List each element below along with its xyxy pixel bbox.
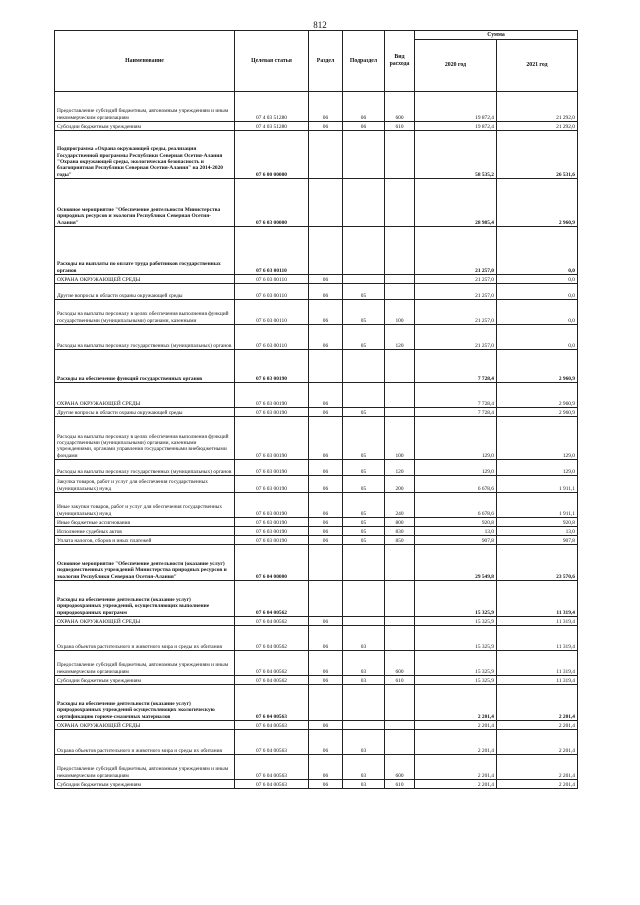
row-sum-2020: 2 201,4 [415, 755, 497, 780]
row-sum-2021: 0,0 [497, 300, 578, 325]
row-section: 06 [309, 122, 343, 131]
table-row [55, 284, 578, 300]
table-row [55, 476, 578, 493]
row-name: Другие вопросы в области охраны окружающей среды [55, 284, 235, 300]
row-sum-2020: 15 325,9 [415, 676, 497, 685]
row-target-article: 07 6 03 00000 [235, 179, 309, 227]
row-section [309, 350, 343, 383]
row-sum-2021: 2 960,9 [497, 179, 578, 227]
row-target-article: 07 6 00 00000 [235, 131, 309, 179]
header-year-2020: 2020 год [415, 40, 497, 92]
row-target-article: 07 6 04 00562 [235, 617, 309, 626]
table-row [55, 493, 578, 518]
row-section: 06 [309, 676, 343, 685]
row-sum-2021: 2 201,4 [497, 721, 578, 730]
row-target-article: 07 6 03 00190 [235, 417, 309, 460]
row-sum-2021: 2 201,4 [497, 730, 578, 755]
row-subsection [343, 350, 385, 383]
row-target-article: 07 6 03 00110 [235, 275, 309, 284]
row-sum-2020: 21 257,0 [415, 325, 497, 350]
row-sum-2021: 13,0 [497, 527, 578, 536]
row-subsection: 05 [343, 300, 385, 325]
row-name: Расходы на выплаты персоналу в целях обеспечения выполнения функций государственными (муниципальными) органами, казенными учреждениями, органами управления государственными внебюджетными фондами [55, 417, 235, 460]
row-sum-2021: 2 960,9 [497, 383, 578, 408]
row-sum-2021: 0,0 [497, 284, 578, 300]
row-target-article: 07 6 03 00190 [235, 536, 309, 545]
row-subsection: 06 [343, 122, 385, 131]
row-section: 06 [309, 476, 343, 493]
row-target-article: 07 6 04 00562 [235, 626, 309, 651]
row-name: Иные бюджетные ассигнования [55, 518, 235, 527]
row-section: 06 [309, 284, 343, 300]
header-name: Наименование [55, 31, 235, 92]
row-expense-type [385, 730, 415, 755]
row-sum-2021: 11 319,4 [497, 676, 578, 685]
table-row [55, 721, 578, 730]
row-sum-2020: 29 549,8 [415, 545, 497, 581]
table-row [55, 581, 578, 617]
row-sum-2020: 6 678,6 [415, 476, 497, 493]
row-sum-2021: 2 201,4 [497, 755, 578, 780]
row-sum-2020: 21 257,0 [415, 284, 497, 300]
table-row [55, 755, 578, 780]
table-row [55, 518, 578, 527]
row-expense-type: 600 [385, 92, 415, 122]
row-sum-2021: 2 960,9 [497, 350, 578, 383]
row-sum-2021: 129,0 [497, 417, 578, 460]
row-section: 06 [309, 325, 343, 350]
table-row [55, 122, 578, 131]
row-name: Другие вопросы в области охраны окружающей среды [55, 408, 235, 417]
row-section: 06 [309, 721, 343, 730]
row-sum-2020: 129,0 [415, 417, 497, 460]
row-expense-type [385, 626, 415, 651]
row-target-article: 07 6 04 00563 [235, 685, 309, 721]
row-section: 06 [309, 780, 343, 789]
row-section: 06 [309, 92, 343, 122]
row-expense-type [385, 284, 415, 300]
row-section: 06 [309, 730, 343, 755]
table-row [55, 460, 578, 476]
row-section: 06 [309, 493, 343, 518]
row-name: Закупка товаров, работ и услуг для обеспечения государственных (муниципальных) нужд [55, 476, 235, 493]
row-subsection: 05 [343, 408, 385, 417]
table-row [55, 383, 578, 408]
row-name: Расходы на выплаты по оплате труда работников государственных органов [55, 227, 235, 275]
row-section [309, 685, 343, 721]
row-target-article: 07 6 04 00563 [235, 780, 309, 789]
row-sum-2021: 907,8 [497, 536, 578, 545]
row-subsection: 05 [343, 325, 385, 350]
row-sum-2020: 15 325,9 [415, 651, 497, 676]
row-name: Исполнение судебных актов [55, 527, 235, 536]
row-expense-type: 850 [385, 536, 415, 545]
row-expense-type: 800 [385, 518, 415, 527]
row-name: Расходы на выплаты персоналу государственных (муниципальных) органов [55, 325, 235, 350]
row-section: 06 [309, 383, 343, 408]
row-sum-2021: 23 570,6 [497, 545, 578, 581]
table-row [55, 408, 578, 417]
row-sum-2021: 2 960,9 [497, 408, 578, 417]
row-sum-2020: 21 257,0 [415, 275, 497, 284]
table-row [55, 651, 578, 676]
row-sum-2020: 7 728,4 [415, 383, 497, 408]
budget-table [54, 30, 578, 789]
table-row [55, 92, 578, 122]
row-sum-2020: 920,8 [415, 518, 497, 527]
row-name: Расходы на обеспечение функций государственных органов [55, 350, 235, 383]
row-sum-2021: 11 319,4 [497, 581, 578, 617]
row-sum-2020: 19 872,4 [415, 92, 497, 122]
row-subsection: 05 [343, 527, 385, 536]
row-name: Субсидии бюджетным учреждениям [55, 676, 235, 685]
row-name: Охрана объектов растительного и животного мира и среды их обитания [55, 626, 235, 651]
row-section: 06 [309, 300, 343, 325]
row-target-article: 07 6 03 00190 [235, 518, 309, 527]
row-name: ОХРАНА ОКРУЖАЮЩЕЙ СРЕДЫ [55, 275, 235, 284]
row-sum-2021: 1 911,1 [497, 476, 578, 493]
table-row [55, 131, 578, 179]
row-expense-type: 100 [385, 417, 415, 460]
row-target-article: 07 4 03 51280 [235, 92, 309, 122]
row-sum-2020: 28 985,4 [415, 179, 497, 227]
row-expense-type [385, 581, 415, 617]
row-subsection [343, 227, 385, 275]
table-row [55, 617, 578, 626]
row-section: 06 [309, 417, 343, 460]
row-target-article: 07 6 03 00190 [235, 460, 309, 476]
row-subsection: 05 [343, 518, 385, 527]
row-subsection [343, 721, 385, 730]
row-sum-2021: 11 319,4 [497, 626, 578, 651]
row-sum-2020: 19 872,4 [415, 122, 497, 131]
row-subsection: 03 [343, 730, 385, 755]
row-section: 06 [309, 626, 343, 651]
row-target-article: 07 6 04 00000 [235, 545, 309, 581]
row-subsection: 03 [343, 755, 385, 780]
row-name: ОХРАНА ОКРУЖАЮЩЕЙ СРЕДЫ [55, 721, 235, 730]
row-sum-2020: 2 201,4 [415, 721, 497, 730]
row-subsection: 05 [343, 284, 385, 300]
row-subsection: 05 [343, 460, 385, 476]
row-sum-2020: 13,0 [415, 527, 497, 536]
row-subsection [343, 617, 385, 626]
row-sum-2021: 129,0 [497, 460, 578, 476]
row-sum-2021: 0,0 [497, 227, 578, 275]
table-row [55, 179, 578, 227]
header-section: Раздел [309, 31, 343, 92]
row-expense-type [385, 408, 415, 417]
row-name: Расходы на выплаты персоналу государственных (муниципальных) органов [55, 460, 235, 476]
row-name: ОХРАНА ОКРУЖАЮЩЕЙ СРЕДЫ [55, 383, 235, 408]
row-section [309, 131, 343, 179]
table-row [55, 227, 578, 275]
row-sum-2021: 11 319,4 [497, 617, 578, 626]
row-sum-2021: 0,0 [497, 275, 578, 284]
row-target-article: 07 6 03 00110 [235, 325, 309, 350]
row-subsection: 05 [343, 417, 385, 460]
row-sum-2021: 2 201,4 [497, 780, 578, 789]
row-section [309, 545, 343, 581]
row-expense-type [385, 721, 415, 730]
row-sum-2021: 21 292,0 [497, 122, 578, 131]
row-target-article: 07 6 04 00562 [235, 651, 309, 676]
row-section: 06 [309, 651, 343, 676]
row-sum-2020: 2 201,4 [415, 780, 497, 789]
row-section [309, 227, 343, 275]
row-name: Иные закупки товаров, работ и услуг для обеспечения государственных (муниципальных) нужд [55, 493, 235, 518]
row-target-article: 07 6 03 00190 [235, 408, 309, 417]
row-target-article: 07 6 03 00190 [235, 476, 309, 493]
row-subsection [343, 275, 385, 284]
row-section: 06 [309, 460, 343, 476]
row-sum-2020: 129,0 [415, 460, 497, 476]
row-subsection: 05 [343, 493, 385, 518]
row-name: Субсидии бюджетным учреждениям [55, 122, 235, 131]
row-subsection: 03 [343, 626, 385, 651]
row-expense-type [385, 617, 415, 626]
row-expense-type [385, 350, 415, 383]
row-sum-2020: 15 325,9 [415, 617, 497, 626]
row-subsection [343, 581, 385, 617]
row-section: 06 [309, 617, 343, 626]
row-expense-type: 120 [385, 325, 415, 350]
row-name: Расходы на выплаты персоналу в целях обеспечения выполнения функций государственными (муниципальными) органами, казенными [55, 300, 235, 325]
row-target-article: 07 6 03 00190 [235, 527, 309, 536]
row-target-article: 07 4 03 51280 [235, 122, 309, 131]
table-row [55, 536, 578, 545]
row-sum-2020: 907,8 [415, 536, 497, 545]
table-row [55, 545, 578, 581]
row-name: Расходы на обеспечение деятельности (оказание услуг) природоохранных учреждений осуществляющих экологическую сертификацию горюче-смазочных материалов [55, 685, 235, 721]
row-name: Охрана объектов растительного и животного мира и среды их обитания [55, 730, 235, 755]
table-row [55, 275, 578, 284]
row-section: 06 [309, 518, 343, 527]
row-sum-2020: 58 535,2 [415, 131, 497, 179]
table-row [55, 325, 578, 350]
row-section: 06 [309, 275, 343, 284]
row-section: 06 [309, 408, 343, 417]
row-sum-2021: 21 292,0 [497, 92, 578, 122]
row-subsection [343, 685, 385, 721]
row-target-article: 07 6 03 00110 [235, 284, 309, 300]
row-subsection: 03 [343, 780, 385, 789]
row-name: Предоставление субсидий бюджетным, автономным учреждениям и иным некоммерческим организациям [55, 755, 235, 780]
row-name: ОХРАНА ОКРУЖАЮЩЕЙ СРЕДЫ [55, 617, 235, 626]
row-expense-type [385, 179, 415, 227]
row-sum-2021: 11 319,4 [497, 651, 578, 676]
header-target-article: Целевая статья [235, 31, 309, 92]
header-expense-type: Вид расхода [385, 31, 415, 92]
row-section: 06 [309, 755, 343, 780]
row-target-article: 07 6 03 00110 [235, 227, 309, 275]
table-row [55, 730, 578, 755]
row-target-article: 07 6 03 00190 [235, 383, 309, 408]
row-target-article: 07 6 04 00563 [235, 721, 309, 730]
row-name: Расходы на обеспечение деятельности (оказание услуг) природоохранных учреждений, осуществляющих выполнение природоохранных программ [55, 581, 235, 617]
row-expense-type [385, 383, 415, 408]
row-subsection: 05 [343, 536, 385, 545]
table-row [55, 626, 578, 651]
row-sum-2021: 2 201,4 [497, 685, 578, 721]
row-expense-type: 610 [385, 780, 415, 789]
row-target-article: 07 6 03 00110 [235, 300, 309, 325]
row-subsection [343, 545, 385, 581]
row-expense-type: 240 [385, 493, 415, 518]
row-section: 06 [309, 527, 343, 536]
row-expense-type: 100 [385, 300, 415, 325]
row-expense-type [385, 227, 415, 275]
row-target-article: 07 6 03 00190 [235, 350, 309, 383]
page-number: 812 [313, 20, 327, 30]
row-target-article: 07 6 03 00190 [235, 493, 309, 518]
row-sum-2020: 2 201,4 [415, 730, 497, 755]
table-row [55, 350, 578, 383]
row-sum-2020: 2 201,4 [415, 685, 497, 721]
row-name: Предоставление субсидий бюджетным, автономным учреждениям и иным некоммерческим организациям [55, 92, 235, 122]
row-expense-type: 200 [385, 476, 415, 493]
row-sum-2020: 21 257,0 [415, 227, 497, 275]
table-body [55, 92, 578, 789]
row-expense-type: 600 [385, 651, 415, 676]
row-sum-2020: 15 325,9 [415, 581, 497, 617]
row-target-article: 07 6 04 00562 [235, 676, 309, 685]
row-target-article: 07 6 04 00562 [235, 581, 309, 617]
row-section [309, 581, 343, 617]
row-sum-2020: 7 728,4 [415, 408, 497, 417]
row-subsection [343, 179, 385, 227]
row-subsection: 05 [343, 476, 385, 493]
row-expense-type [385, 685, 415, 721]
row-name: Субсидии бюджетным учреждениям [55, 780, 235, 789]
table-row [55, 780, 578, 789]
row-sum-2020: 15 325,9 [415, 626, 497, 651]
row-name: Основное мероприятие "Обеспечение деятельности Министерства природных ресурсов и экологии Республики Северная Осетия-Алания" [55, 179, 235, 227]
row-sum-2020: 7 728,4 [415, 350, 497, 383]
row-target-article: 07 6 04 00563 [235, 730, 309, 755]
header-subsection: Подраздел [343, 31, 385, 92]
row-expense-type: 600 [385, 755, 415, 780]
row-expense-type [385, 545, 415, 581]
table-row [55, 676, 578, 685]
row-sum-2021: 920,8 [497, 518, 578, 527]
row-expense-type: 610 [385, 676, 415, 685]
row-subsection: 03 [343, 676, 385, 685]
row-section [309, 179, 343, 227]
row-name: Подпрограмма «Охрана окружающей среды, реализация Государственной программы Республики Северная Осетия-Алания "Охрана окружающей среды, экологическая безопасность и благоприятная Республики Северная Осетия-Алания" на 2014-2020 годы" [55, 131, 235, 179]
row-expense-type: 830 [385, 527, 415, 536]
row-subsection: 06 [343, 92, 385, 122]
table-row [55, 527, 578, 536]
row-expense-type: 120 [385, 460, 415, 476]
row-expense-type [385, 275, 415, 284]
table-row [55, 300, 578, 325]
table-row [55, 417, 578, 460]
row-subsection [343, 383, 385, 408]
header-sum: Сумма [415, 31, 578, 40]
row-name: Основное мероприятие "Обеспечение деятельности (оказание услуг) подведомственных учреждений Министерства природных ресурсов и экологии Республики Северная Осетия-Алания" [55, 545, 235, 581]
row-sum-2020: 6 678,6 [415, 493, 497, 518]
row-target-article: 07 6 04 00563 [235, 755, 309, 780]
row-subsection [343, 131, 385, 179]
row-section: 06 [309, 536, 343, 545]
row-name: Уплата налогов, сборов и иных платежей [55, 536, 235, 545]
header-year-2021: 2021 год [497, 40, 578, 92]
row-sum-2020: 21 257,0 [415, 300, 497, 325]
table-row [55, 685, 578, 721]
row-sum-2021: 1 911,1 [497, 493, 578, 518]
row-expense-type: 610 [385, 122, 415, 131]
row-sum-2021: 26 531,6 [497, 131, 578, 179]
row-expense-type [385, 131, 415, 179]
row-name: Предоставление субсидий бюджетным, автономным учреждениям и иным некоммерческим организациям [55, 651, 235, 676]
row-sum-2021: 0,0 [497, 325, 578, 350]
row-subsection: 03 [343, 651, 385, 676]
